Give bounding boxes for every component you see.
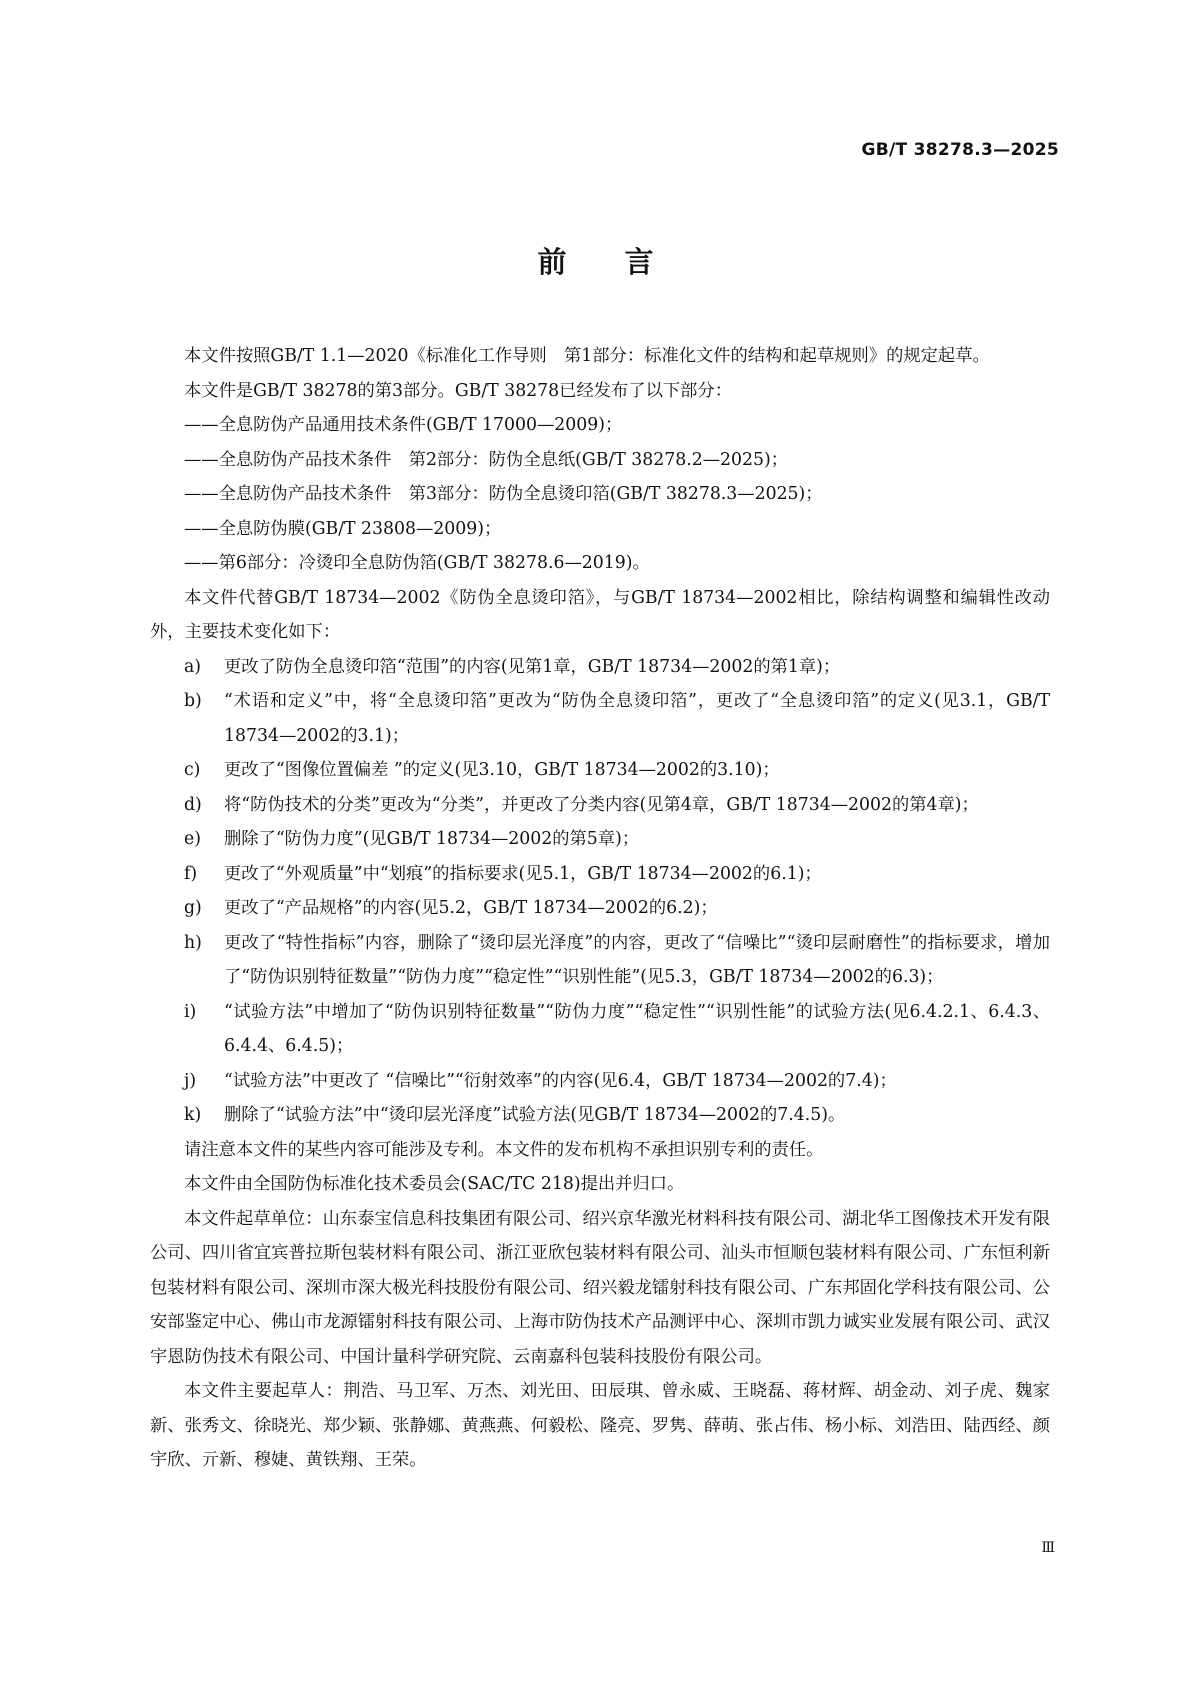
change-item	[150, 822, 1050, 857]
change-text: 更改了“产品规格”的内容(见5.2，GB/T 18734—2002的6.2)；	[224, 898, 718, 918]
change-text: 删除了“防伪力度”(见GB/T 18734—2002的第5章)；	[224, 829, 640, 849]
change-marker: i)	[184, 1001, 197, 1022]
change-text: 将“防伪技术的分类”更改为“分类”，并更改了分类内容(见第4章，GB/T 18734—2002的第4章)；	[224, 794, 979, 815]
page-number: Ⅲ	[1041, 1540, 1055, 1556]
change-item	[150, 926, 1050, 995]
change-item	[150, 857, 1050, 892]
paragraph-drafting-rules: 本文件按照GB/T 1.1—2020《标准化工作导则 第1部分：标准化文件的结构和起草规则》的规定起草。	[184, 346, 990, 366]
list-item: ——全息防伪产品通用技术条件(GB/T 17000—2009)；	[184, 415, 623, 435]
change-marker: d)	[184, 794, 202, 815]
paragraph-replacement: 本文件代替GB/T 18734—2002《防伪全息烫印箔》，与GB/T 18734—2002相比，除结构调整和编辑性改动外，主要技术变化如下：	[150, 587, 1050, 642]
change-item	[150, 891, 1050, 926]
list-item: ——全息防伪膜(GB/T 23808—2009)；	[184, 518, 502, 539]
change-text: 删除了“试验方法”中“烫印层光泽度”试验方法(见GB/T 18734—2002的7.4.5)。	[224, 1105, 846, 1125]
change-marker: j)	[184, 1070, 197, 1091]
change-text: 更改了“图像位置偏差 ”的定义(见3.10，GB/T 18734—2002的3.10)；	[224, 760, 780, 780]
change-item	[150, 995, 1050, 1064]
change-marker: c)	[184, 760, 201, 780]
change-item	[150, 1098, 1050, 1133]
foreword-body	[150, 339, 1050, 1478]
paragraph-patent-notice: 请注意本文件的某些内容可能涉及专利。本文件的发布机构不承担识别专利的责任。	[184, 1139, 824, 1160]
change-marker: b)	[184, 691, 202, 711]
paragraph-drafting-units: 本文件起草单位：山东泰宝信息科技集团有限公司、绍兴京华激光材料科技有限公司、湖北华工图像技术开发有限公司、四川省宜宾普拉斯包装材料有限公司、浙江亚欣包装材料有限公司、汕头市恒顺包装材料有限公司、广东恒利新包装材料有限公司、深圳市深大极光科技股份有限公司、绍兴毅龙镭射科技有限公司、广东邦固化学科技有限公司、公安部鉴定中心、佛山市龙源镭射科技有限公司、上海市防伪技术产品测评中心、深圳市凯力诚实业发展有限公司、武汉宇恩防伪技术有限公司、中国计量科学研究院、云南嘉科包装科技股份有限公司。	[150, 1208, 1050, 1367]
list-item: ——第6部分：冷烫印全息防伪箔(GB/T 38278.6—2019)。	[184, 553, 650, 573]
change-marker: a)	[184, 656, 202, 677]
standard-number: GB/T 38278.3—2025	[861, 140, 1059, 160]
list-item: ——全息防伪产品技术条件 第2部分：防伪全息纸(GB/T 38278.2—2025)；	[184, 449, 789, 470]
change-item	[150, 1064, 1050, 1099]
paragraph-parts-intro: 本文件是GB/T 38278的第3部分。GB/T 38278已经发布了以下部分：	[184, 380, 732, 401]
change-text: 更改了“外观质量”中“划痕”的指标要求(见5.1，GB/T 18734—2002的6.1)；	[224, 863, 822, 884]
change-text: “试验方法”中更改了 “信噪比”“衍射效率”的内容(见6.4，GB/T 18734—2002的7.4)；	[224, 1070, 897, 1091]
change-text: “术语和定义”中，将“全息烫印箔”更改为“防伪全息烫印箔”，更改了“全息烫印箔”的定义(见3.1，GB/T 18734—2002的3.1)；	[224, 691, 1050, 746]
change-marker: f)	[184, 863, 198, 884]
change-item	[150, 684, 1050, 753]
list-item: ——全息防伪产品技术条件 第3部分：防伪全息烫印箔(GB/T 38278.3—2025)；	[184, 484, 823, 504]
change-item	[150, 788, 1050, 823]
change-marker: e)	[184, 829, 201, 849]
paragraph-proposer: 本文件由全国防伪标准化技术委员会(SAC/TC 218)提出并归口。	[184, 1174, 685, 1194]
change-text: 更改了防伪全息烫印箔“范围”的内容(见第1章，GB/T 18734—2002的第1章)；	[224, 656, 841, 677]
page-title: 前言	[537, 245, 712, 279]
change-text: “试验方法”中增加了“防伪识别特征数量”“防伪力度”“稳定性”“识别性能”的试验方法(见6.4.2.1、6.4.3、6.4.4、6.4.5)；	[224, 1001, 1050, 1056]
paragraph-drafters: 本文件主要起草人：荆浩、马卫军、万杰、刘光田、田辰琪、曾永威、王晓磊、蒋材辉、胡金动、刘子虎、魏家新、张秀文、徐晓光、郑少颖、张静娜、黄燕燕、何毅松、隆亮、罗隽、薛萌、张占伟、杨小标、刘浩田、陆西经、颜宇欣、亓新、穆婕、黄铁翔、王荣。	[150, 1381, 1050, 1470]
change-marker: k)	[184, 1105, 202, 1125]
change-item	[150, 650, 1050, 685]
change-marker: h)	[184, 932, 202, 953]
change-marker: g)	[184, 898, 202, 918]
change-text: 更改了“特性指标”内容，删除了“烫印层光泽度”的内容，更改了“信噪比”“烫印层耐磨性”的指标要求，增加了“防伪识别特征数量”“防伪力度”“稳定性”“识别性能”(见5.3，GB/T 18734—2002的6.3)；	[224, 932, 1050, 987]
change-item	[150, 753, 1050, 788]
